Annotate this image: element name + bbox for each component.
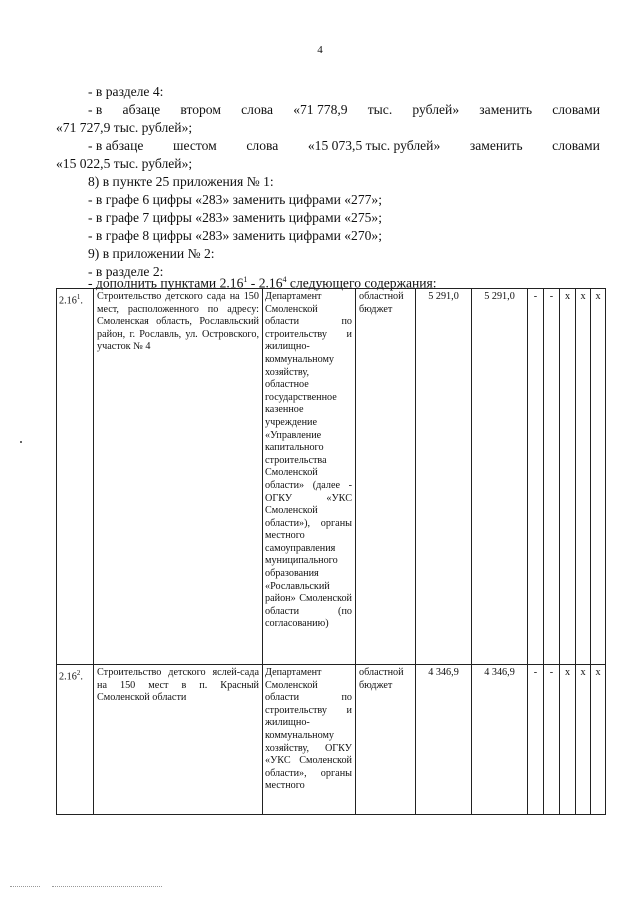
item-number-dot: . [80, 295, 83, 307]
mark-cell: - [544, 665, 560, 815]
paragraph-second-abzac-cont: «71 727,9 тыс. рублей»; [56, 120, 193, 135]
word: - в [88, 102, 103, 117]
mark-cell: x [560, 289, 576, 665]
item-number: 2.16 [59, 295, 77, 307]
paragraph-column-6: - в графе 6 цифры «283» заменить цифрами «277»; [88, 192, 383, 207]
word: слова [241, 102, 274, 117]
paragraph-item-8: 8) в пункте 25 приложения № 1: [88, 174, 274, 189]
department-cell: Департамент Смоленской области по строительству и жилищно-коммунальному хозяйству, ОГКУ «УКС Смоленской области», органы местного [263, 665, 356, 815]
paragraph-section-2: - в разделе 2: [88, 264, 164, 279]
item-number-dot: . [80, 671, 83, 683]
amount-total-cell: 5 291,0 [416, 289, 472, 665]
word: словами [552, 138, 600, 153]
scan-mark-line [10, 886, 40, 887]
table-row [57, 289, 606, 665]
paragraph-column-7: - в графе 7 цифры «283» заменить цифрами «275»; [88, 210, 383, 225]
word: тыс. [367, 102, 393, 117]
funding-source: областной бюджет [359, 667, 404, 691]
amount-year-cell: 4 346,9 [472, 665, 528, 815]
mark-cell: x [576, 289, 591, 665]
word: заменить [479, 102, 533, 117]
table-row [57, 665, 606, 815]
object-name-cell: Строительство детского яслей-сада на 150 мест в п. Красный Смоленской области [94, 665, 263, 815]
amendment-table [56, 288, 606, 815]
item-number-cell [57, 289, 94, 665]
word: слова [246, 138, 279, 153]
word: абзаце [122, 102, 161, 117]
item-number: 2.16 [59, 671, 77, 683]
superscript: 4 [282, 275, 287, 284]
text: следующего содержания: [286, 275, 437, 291]
paragraph-second-abzac [56, 101, 600, 119]
word: втором [180, 102, 221, 117]
word: словами [552, 102, 600, 117]
item-number-sup: 2 [76, 669, 81, 677]
mark-cell: - [544, 289, 560, 665]
page-number: 4 [317, 44, 323, 56]
amount-total-cell: 4 346,9 [416, 665, 472, 815]
mark-cell: x [591, 289, 606, 665]
text: - дополнить пунктами 2.16 [88, 275, 244, 291]
mark-cell: x [576, 665, 591, 815]
funding-source-cell [356, 665, 416, 815]
superscript: 1 [243, 275, 248, 284]
paragraph-section-4: - в разделе 4: [88, 84, 164, 99]
scan-speck [20, 441, 22, 443]
amount-year-cell: 5 291,0 [472, 289, 528, 665]
mark-cell: - [528, 289, 544, 665]
paragraph-item-9: 9) в приложении № 2: [88, 246, 215, 261]
mark-cell: x [560, 665, 576, 815]
word: шестом [173, 138, 217, 153]
funding-source: областной бюджет [359, 291, 404, 315]
word: - в абзаце [88, 138, 144, 153]
word: «15 073,5 тыс. рублей» [307, 138, 441, 153]
funding-source-cell [356, 289, 416, 665]
word: «71 778,9 [293, 102, 348, 117]
department-cell: Департамент Смоленской области по строительству и жилищно-коммунальному хозяйству, областное государственное казенное учреждение «Управление капитального строительства Смоленской области» (далее - ОГКУ «УКС Смоленской области»), органы местного самоуправления муниципального образования «Рославльский район» Смоленской области (по согласованию) [263, 289, 356, 665]
item-number-sup: 1 [76, 293, 81, 301]
word: заменить [469, 138, 523, 153]
word: рублей» [412, 102, 460, 117]
scan-mark-line [52, 886, 162, 887]
item-number-cell [57, 665, 94, 815]
text: - 2.16 [247, 275, 283, 291]
paragraph-sixth-abzac [56, 137, 600, 155]
paragraph-column-8: - в графе 8 цифры «283» заменить цифрами «270»; [88, 228, 383, 243]
paragraph-sixth-abzac-cont: «15 022,5 тыс. рублей»; [56, 156, 193, 171]
object-name-cell: Строительство детского сада на 150 мест, расположенного по адресу: Смоленская область, Рославльский район, г. Рославль, ул. Островского, участок № 4 [94, 289, 263, 665]
mark-cell: - [528, 665, 544, 815]
mark-cell: x [591, 665, 606, 815]
